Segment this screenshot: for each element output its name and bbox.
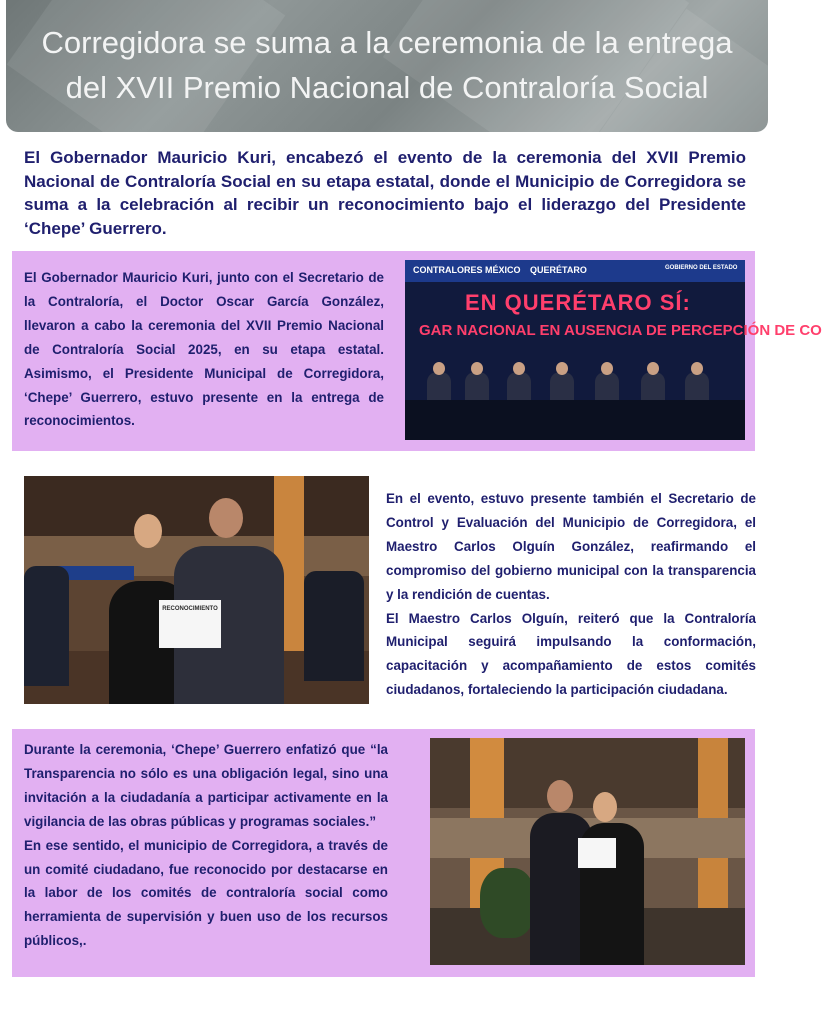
panelist-head xyxy=(647,362,659,375)
panelist-figure xyxy=(507,372,531,402)
title-line-1: Corregidora se suma a la ceremonia de la entrega xyxy=(41,25,733,60)
man-head xyxy=(547,780,573,812)
section-2-paragraph-2: El Maestro Carlos Olguín, reiteró que la Contraloría Municipal seguirá impulsando la conformación, capacitación y acompañamiento de estos comités ciudadanos, fortaleciendo la participación ciudadana. xyxy=(386,610,756,698)
intro-paragraph: El Gobernador Mauricio Kuri, encabezó el evento de la ceremonia del XVII Premio Nacional de Contraloría Social en su etapa estatal, donde el Municipio de Corregidora se suma a la celebración al recibir un reconocimiento bajo el liderazgo del Presidente ‘Chepe’ Guerrero. xyxy=(24,148,746,238)
header-banner xyxy=(6,0,768,132)
panelist-figure xyxy=(465,372,489,402)
panelist-head xyxy=(556,362,568,375)
section-3-text xyxy=(24,738,388,953)
banner-right-text: GOBIERNO DEL ESTADO xyxy=(665,265,738,271)
panelist-figure xyxy=(685,372,709,402)
panelist-head xyxy=(601,362,613,375)
certificate xyxy=(578,838,616,868)
photo-banner xyxy=(405,260,745,282)
award-photo-2 xyxy=(430,738,745,965)
panel-table xyxy=(405,400,745,440)
panelist-figure xyxy=(550,372,574,402)
woman-head xyxy=(593,792,617,822)
panelist-head xyxy=(691,362,703,375)
panelist-figure xyxy=(595,372,619,402)
woman-head xyxy=(134,514,162,548)
certificate xyxy=(159,600,221,648)
stage-subheadline: GAR NACIONAL EN AUSENCIA DE PERCEPCIÓN DE CO xyxy=(419,322,822,339)
panelist-head xyxy=(471,362,483,375)
panelist-figure xyxy=(427,372,451,402)
bystander-figure xyxy=(24,566,69,686)
stage-headline: EN QUERÉTARO SÍ: xyxy=(465,290,691,315)
title-line-2: del XVII Premio Nacional de Contraloría Social xyxy=(65,70,709,105)
banner-mid-text: QUERÉTARO xyxy=(530,265,587,275)
panelist-head xyxy=(513,362,525,375)
section-3-paragraph-1: Durante la ceremonia, ‘Chepe’ Guerrero enfatizó que “la Transparencia no sólo es una obligación legal, sino una invitación a la ciudadanía a participar activamente en la vigilancia de las obras públicas y programas sociales.” xyxy=(24,742,388,829)
section-3-paragraph-2: En ese sentido, el municipio de Corregidora, a través de un comité ciudadano, fue reconocido por destacarse en la labor de los comités de contraloría social como herramienta de supervisión y buen uso de los recursos públicos,. xyxy=(24,837,388,949)
section-1-text: El Gobernador Mauricio Kuri, junto con el Secretario de la Contraloría, el Doctor Oscar García González, llevaron a cabo la ceremonia del XVII Premio Nacional de Contraloría Social 2025, en su etapa estatal. Asimismo, el Presidente Municipal de Corregidora, ‘Chepe’ Guerrero, estuvo presente en la entrega de reconocimientos. xyxy=(24,270,384,429)
award-photo-1 xyxy=(24,476,369,704)
plant xyxy=(480,868,535,938)
page-title xyxy=(6,20,768,110)
event-stage-photo xyxy=(405,260,822,440)
section-2-text xyxy=(386,487,756,702)
bystander-figure xyxy=(304,571,364,681)
man-head xyxy=(209,498,243,538)
panelist-figure xyxy=(641,372,665,402)
section-2-paragraph-1: En el evento, estuvo presente también el Secretario de Control y Evaluación del Municipio de Corregidora, el Maestro Carlos Olguín González, reafirmando el compromiso del gobierno municipal con la transparencia y la rendición de cuentas. xyxy=(386,491,756,602)
banner-left-text: CONTRALORES MÉXICO xyxy=(413,265,521,275)
certificate-title: RECONOCIMIENTO xyxy=(162,606,218,612)
panelist-head xyxy=(433,362,445,375)
